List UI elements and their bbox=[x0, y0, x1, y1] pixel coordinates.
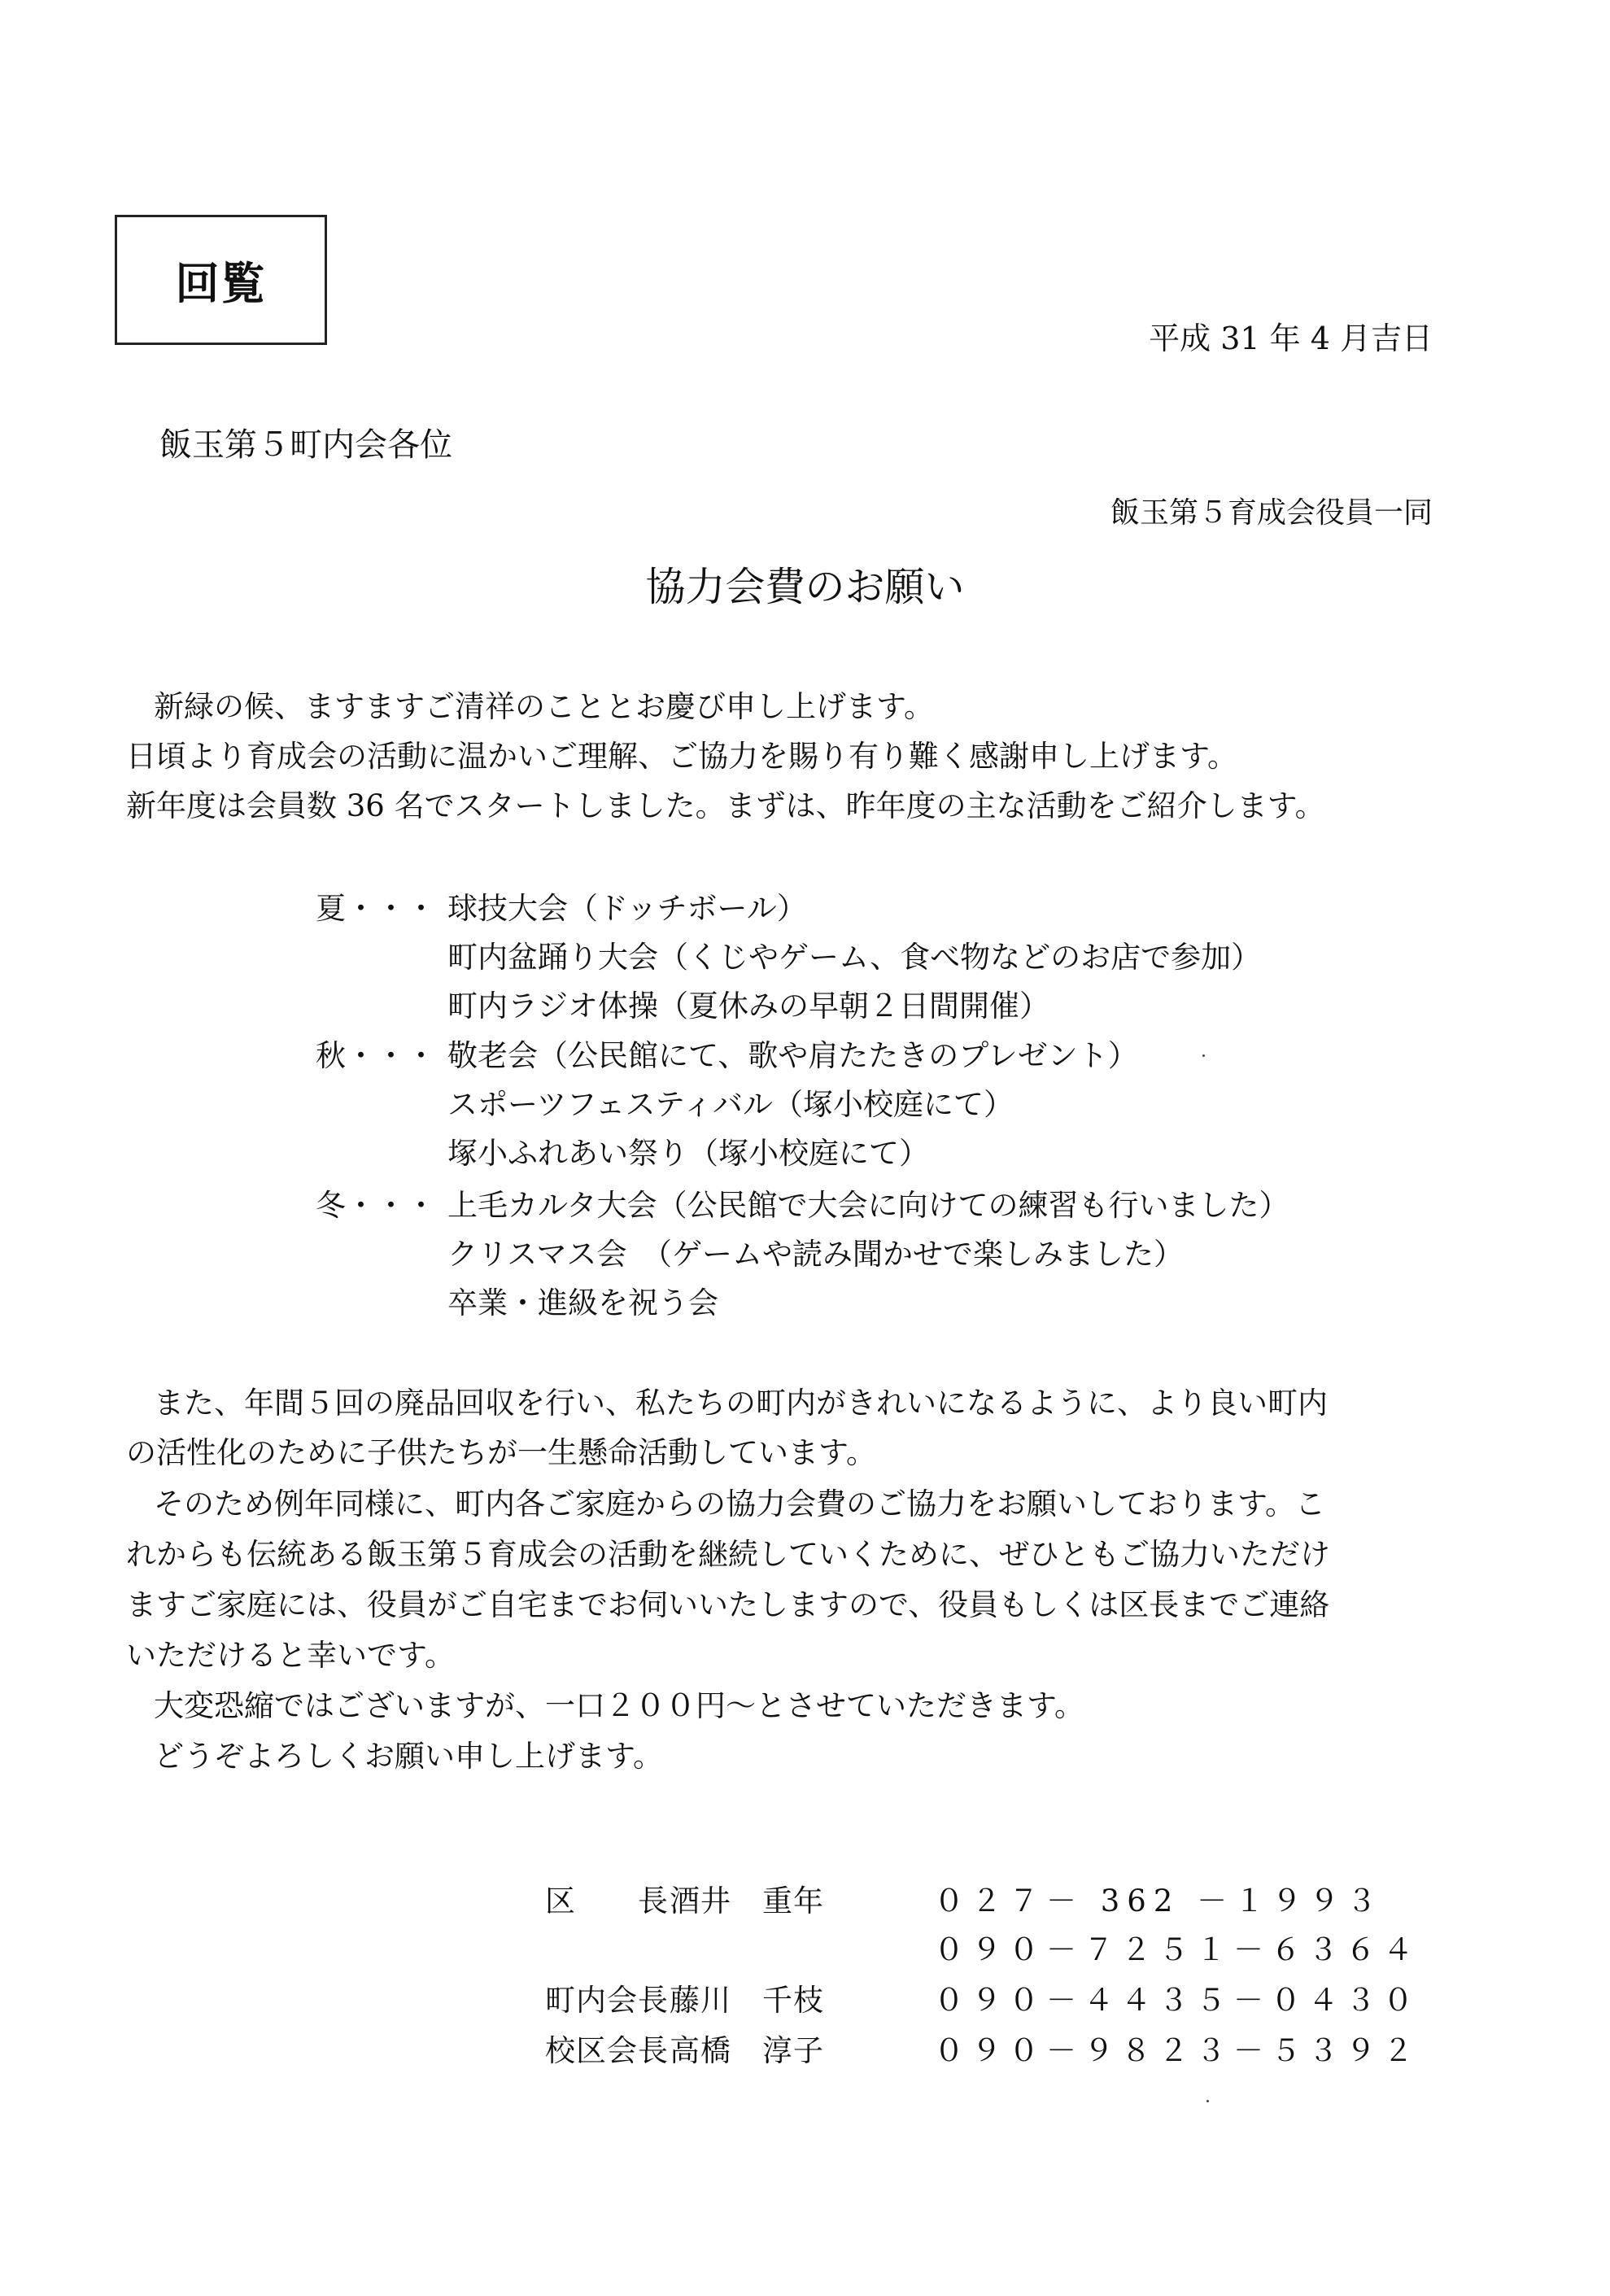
circulation-stamp-box bbox=[115, 215, 327, 345]
scan-speck bbox=[1202, 1054, 1205, 1057]
contact-name: 高橋 淳子 bbox=[670, 2033, 824, 2068]
body-line: ますご家庭には、役員がご自宅までお伺いいたしますので、役員もしくは区長までご連絡 bbox=[126, 1587, 1330, 1622]
activity-item: 球技大会（ドッチボール） bbox=[447, 891, 807, 926]
activity-item: 町内ラジオ体操（夏休みの早朝２日間開催） bbox=[447, 989, 1049, 1024]
body-line: また、年間５回の廃品回収を行い、私たちの町内がきれいになるように、より良い町内 bbox=[154, 1386, 1328, 1421]
activity-item: スポーツフェスティバル（塚小校庭にて） bbox=[447, 1087, 1014, 1122]
body-line: いただけると幸いです。 bbox=[126, 1638, 456, 1673]
contact-phone: ０９０－９８２３－５３９２ bbox=[934, 2033, 1420, 2068]
activity-item: 敬老会（公民館にて、歌や肩たたきのプレゼント） bbox=[447, 1038, 1138, 1073]
intro-line: 新緑の候、ますますご清祥のこととお慶び申し上げます。 bbox=[154, 689, 935, 724]
body-line: の活性化のために子供たちが一生懸命活動しています。 bbox=[126, 1435, 877, 1470]
body-line: れからも伝統ある飯玉第５育成会の活動を継続していくために、ぜひともご協力いただけ bbox=[126, 1537, 1330, 1572]
scan-speck bbox=[1206, 2100, 1209, 2102]
sender: 飯玉第５育成会役員一同 bbox=[1110, 496, 1433, 530]
activity-item: 卒業・進級を祝う会 bbox=[447, 1285, 718, 1320]
contact-role: 町内会長 bbox=[545, 1983, 669, 2018]
contact-phone: ０９０－７２５１－６３６４ bbox=[934, 1932, 1420, 1967]
intro-line: 新年度は会員数 36 名でスタートしました。まずは、昨年度の主な活動をご紹介します。 bbox=[126, 788, 1325, 823]
document-date: 平成 31 年 4 月吉日 bbox=[1149, 321, 1433, 356]
activity-item: 塚小ふれあい祭り（塚小校庭にて） bbox=[447, 1136, 929, 1171]
contact-name: 藤川 千枝 bbox=[670, 1983, 824, 2018]
activity-item: 上毛カルタ大会（公民館で大会に向けての練習も行いました） bbox=[447, 1188, 1289, 1223]
season-autumn-label: 秋・・・ bbox=[316, 1038, 436, 1073]
activity-item: クリスマス会 （ゲームや読み聞かせで楽しみました） bbox=[447, 1237, 1185, 1272]
contact-phone: ０９０－４４３５－０４３０ bbox=[934, 1983, 1420, 2018]
body-line: 大変恐縮ではございますが、一口２００円～とさせていただきます。 bbox=[154, 1688, 1085, 1723]
season-winter-label: 冬・・・ bbox=[316, 1188, 436, 1223]
season-summer-label: 夏・・・ bbox=[316, 891, 436, 926]
contact-phone: ０２７－ 362 －１９９３ bbox=[934, 1884, 1385, 1918]
circulation-label: 回覧 bbox=[175, 257, 267, 309]
intro-line: 日頃より育成会の活動に温かいご理解、ご協力を賜り有り難く感謝申し上げます。 bbox=[126, 739, 1238, 774]
contact-name: 酒井 重年 bbox=[670, 1884, 824, 1918]
contact-role: 校区会長 bbox=[545, 2033, 669, 2068]
document-title: 協力会費のお願い bbox=[645, 564, 965, 610]
contact-role: 区 長 bbox=[545, 1884, 669, 1918]
body-line: そのため例年同様に、町内各ご家庭からの協力会費のご協力をお願いしております。こ bbox=[154, 1486, 1326, 1521]
activity-item: 町内盆踊り大会（くじやゲーム、食べ物などのお店で参加） bbox=[447, 940, 1262, 975]
addressee: 飯玉第５町内会各位 bbox=[159, 426, 452, 464]
body-line: どうぞよろしくお願い申し上げます。 bbox=[154, 1739, 664, 1774]
